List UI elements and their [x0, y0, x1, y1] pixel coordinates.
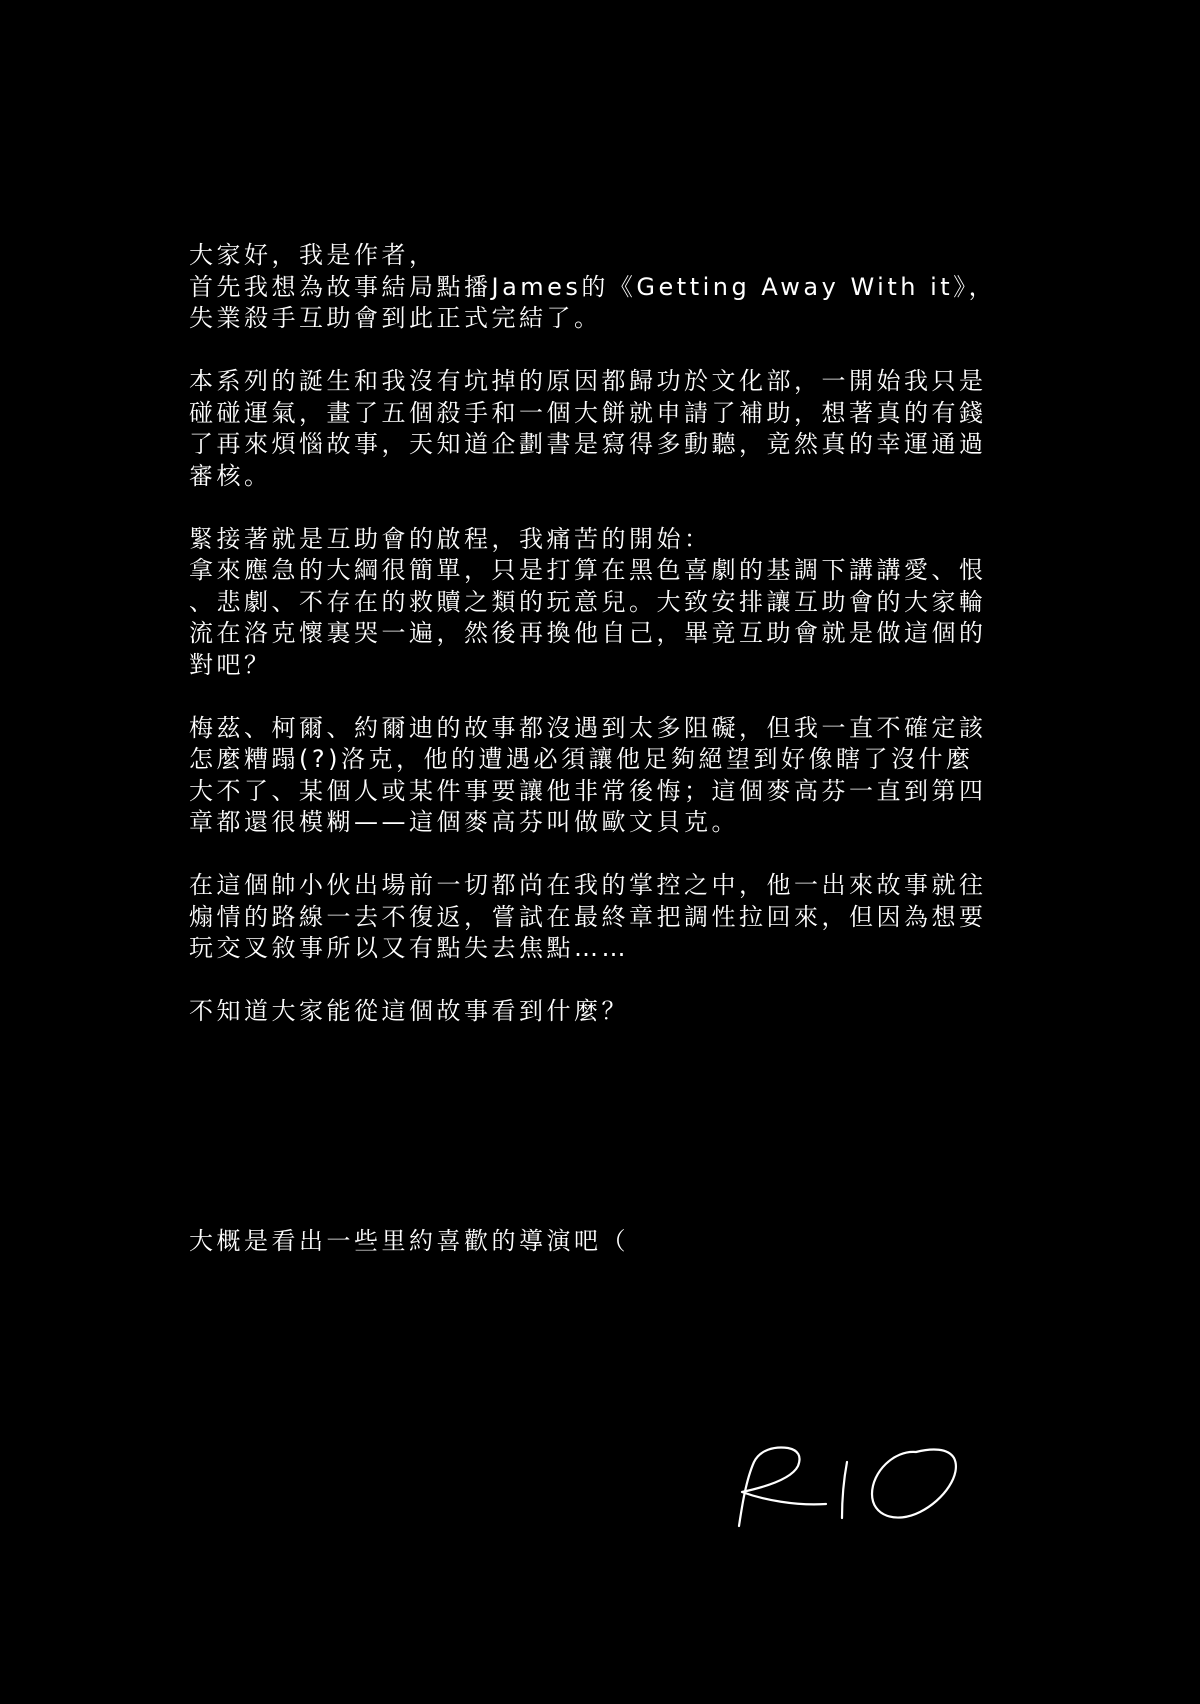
paragraph-greeting — [189, 240, 1019, 335]
text-line: 本系列的誕生和我沒有坑掉的原因都歸功於文化部，一開始我只是 — [189, 367, 987, 395]
text-line: 了再來煩惱故事，天知道企劃書是寫得多動聽，竟然真的幸運通過 — [189, 430, 987, 458]
text-line: 怎麼糟蹋(?)洛克，他的遭遇必須讓他足夠絕望到好像瞎了沒什麼 — [189, 745, 974, 773]
text-line: 審核。 — [189, 461, 272, 490]
text-line: 章都還很模糊——這個麥高芬叫做歐文貝克。 — [189, 808, 739, 836]
text-line: 碰碰運氣，畫了五個殺手和一個大餅就申請了補助，想著真的有錢 — [189, 398, 987, 427]
text-line: 大不了、某個人或某件事要讓他非常後悔；這個麥高芬一直到第四 — [189, 776, 987, 805]
text-line: 不知道大家能從這個故事看到什麼？ — [189, 997, 629, 1025]
author-signature — [730, 1440, 980, 1530]
text-line: 、悲劇、不存在的救贖之類的玩意兒。大致安排讓互助會的大家輪 — [189, 587, 987, 616]
text-line: 首先我想為故事結局點播James的《Getting Away With it》， — [189, 272, 997, 301]
paragraph-origin — [189, 366, 1019, 492]
text-line: 大家好，我是作者， — [189, 241, 437, 269]
paragraph-turn — [189, 870, 1019, 965]
text-line: 緊接著就是互助會的啟程，我痛苦的開始： — [189, 524, 712, 553]
text-line: 在這個帥小伙出場前一切都尚在我的掌控之中，他一出來故事就往 — [189, 871, 987, 899]
text-line: 失業殺手互助會到此正式完結了。 — [189, 304, 602, 332]
text-line: 玩交叉敘事所以又有點失去焦點…… — [189, 934, 629, 962]
text-line: 梅茲、柯爾、約爾迪的故事都沒遇到太多阻礙，但我一直不確定該 — [189, 713, 987, 742]
text-line: 流在洛克懷裏哭一遍，然後再換他自己，畢竟互助會就是做這個的 — [189, 619, 987, 647]
closing-line: 大概是看出一些里約喜歡的導演吧（ — [189, 1227, 629, 1255]
text-line: 拿來應急的大綱很簡單，只是打算在黑色喜劇的基調下講講愛、恨 — [189, 556, 987, 584]
afterword-text — [189, 240, 1019, 1059]
paragraph-characters — [189, 713, 1019, 839]
text-line: 對吧？ — [189, 650, 272, 679]
paragraph-question — [189, 996, 1019, 1028]
paragraph-outline — [189, 524, 1019, 682]
text-line: 煽情的路線一去不復返，嘗試在最終章把調性拉回來，但因為想要 — [189, 902, 987, 931]
